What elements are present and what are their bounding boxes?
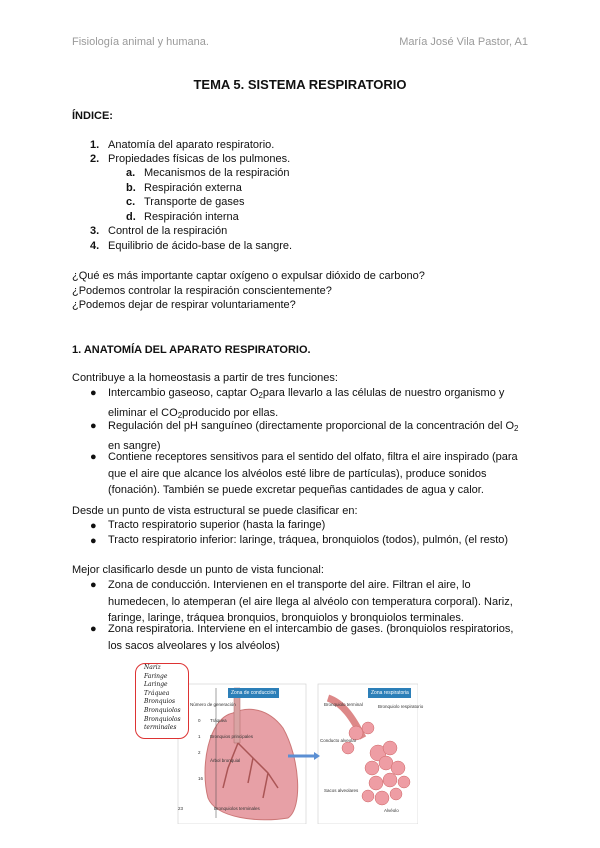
figure-label: 16 (198, 776, 204, 781)
index-item: Equilibrio de ácido-base de la sangre. (108, 240, 293, 252)
bullet-icon: ● (90, 387, 97, 399)
index-item: Anatomía del aparato respiratorio. (108, 139, 275, 151)
index-item: Respiración interna (144, 211, 239, 223)
structural-intro: Desde un punto de vista estructural se puede clasificar en: (72, 505, 358, 517)
question: ¿Qué es más importante captar oxígeno o expulsar dióxido de carbono? (72, 270, 425, 282)
question: ¿Podemos dejar de respirar voluntariamente? (72, 299, 296, 311)
figure-label: Árbol bronquial (210, 758, 241, 763)
index-num: 2. (90, 153, 100, 165)
structural-item: Tracto respiratorio inferior: laringe, tráquea, bronquiolos (todos), pulmón, (el resto) (108, 534, 509, 546)
functional-item: Zona respiratoria. Interviene en el intercambio de gases. (bronquiolos respiratorios, los sacos alveolares y los alvéolos) (108, 623, 514, 652)
index-item: Control de la respiración (108, 225, 228, 237)
bullet-icon: ● (90, 579, 97, 591)
figure-label: Sacos alveolares (324, 788, 359, 793)
bullet-icon: ● (90, 451, 97, 463)
figure-label: Número de generación (190, 702, 236, 707)
index-num: b. (126, 182, 136, 194)
figure-label: 2 (198, 750, 201, 755)
figure-label: Tráquea (210, 718, 227, 723)
figure-label: Bronquiolo terminal (324, 702, 363, 707)
list-item: Tráquea (144, 689, 170, 697)
section-intro: Contribuye a la homeostasis a partir de tres funciones: (72, 372, 338, 384)
list-item: Bronquiolos (144, 715, 181, 723)
panel-tag-respiratory: Zona respiratoria (368, 688, 411, 698)
figure-label: 23 (178, 806, 184, 811)
function-3: Contiene receptores sensitivos para el sentido del olfato, filtra el aire inspirado (para que el aire que alcance los alvéolos esté libre de partículas), produce sonidos (fonación). También se puede excretar pequeñas cantidades de agua y calor. (108, 451, 518, 496)
header-right: María José Vila Pastor, A1 (399, 36, 528, 48)
list-item: Bronquiolos (144, 706, 181, 714)
index-num: 4. (90, 240, 100, 252)
bullet-icon: ● (90, 623, 97, 635)
section-heading: 1. ANATOMÍA DEL APARATO RESPIRATORIO. (72, 344, 311, 356)
figure-label: Alvéolo (384, 808, 399, 813)
list-item: Bronquios (144, 698, 176, 706)
functional-item: Zona de conducción. Intervienen en el transporte del aire. Filtran el aire, lo humedecen, lo atemperan (el aire llega al alvéolo con temperatura corporal). Nariz, faringe, laringe, tráquea bronquios, bronquiolos y bronquiolos terminales. (108, 579, 513, 624)
conduction-list-box (135, 663, 189, 739)
question: ¿Podemos controlar la respiración conscientemente? (72, 285, 332, 297)
index-item: Transporte de gases (144, 196, 245, 208)
list-item: Faringe (144, 672, 168, 680)
list-item: Laringe (144, 681, 168, 689)
index-item: Mecanismos de la respiración (144, 167, 290, 179)
index-num: d. (126, 211, 136, 223)
index-num: 1. (90, 139, 100, 151)
functional-intro: Mejor clasificarlo desde un punto de vista funcional: (72, 564, 324, 576)
function-2: Regulación del pH sanguíneo (directamente proporcional de la concentración del $O_2$ en sangre) (108, 420, 519, 452)
page-title: TEMA 5. SISTEMA RESPIRATORIO (193, 77, 407, 92)
header-left: Fisiología animal y humana. (72, 36, 209, 48)
index-num: a. (126, 167, 136, 179)
structural-item: Tracto respiratorio superior (hasta la faringe) (108, 519, 326, 531)
figure-label: 1 (198, 734, 201, 739)
index-num: c. (126, 196, 136, 208)
list-item: Nariz (144, 664, 161, 671)
panel-tag-conduction: Zona de conducción (228, 688, 279, 698)
index-num: 3. (90, 225, 100, 237)
index-item: Respiración externa (144, 182, 242, 194)
function-1: Intercambio gaseoso, captar $O_2para$ llevarlo a las células de nuestro organismo y eliminar el $CO_2producido$ por ellas. (108, 387, 505, 420)
bullet-icon: ● (90, 520, 97, 532)
figure-label: Bronquiolo respiratorio (378, 704, 424, 709)
index-item: Propiedades físicas de los pulmones. (108, 153, 291, 165)
figure-label: Bronquios principales (210, 734, 254, 739)
bullet-icon: ● (90, 535, 97, 547)
figure-label: Conducto alveolar (320, 738, 357, 743)
index-heading: ÍNDICE: (72, 110, 113, 122)
figure-label: Bronquiolos terminales (214, 806, 260, 811)
bullet-icon: ● (90, 420, 97, 432)
list-item: terminales (144, 724, 177, 732)
figure-label: 0 (198, 718, 201, 723)
